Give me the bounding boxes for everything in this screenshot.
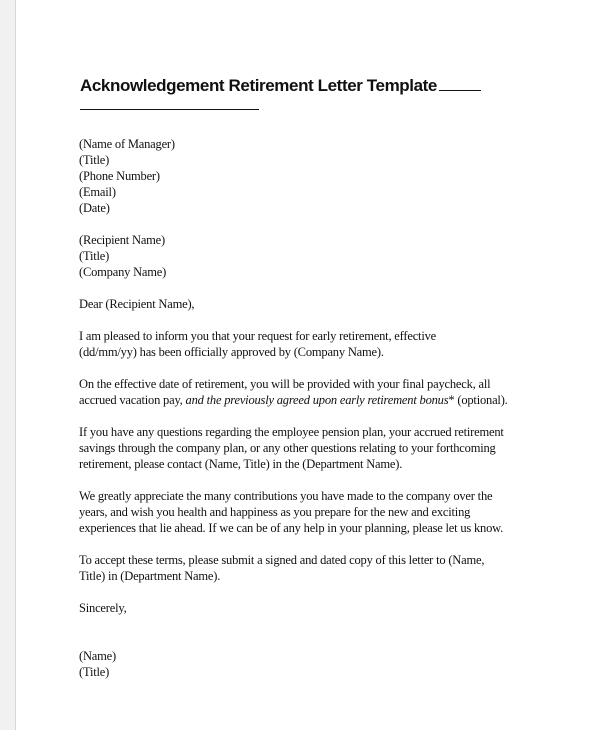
- italic-bonus-text: and the previously agreed upon early retirement bonus: [185, 393, 449, 407]
- recipient-company: (Company Name): [79, 265, 167, 279]
- paragraph-text: * (optional).: [448, 393, 508, 407]
- document-page: [15, 0, 600, 730]
- sender-title: (Title): [79, 153, 110, 167]
- sender-date: (Date): [79, 201, 110, 215]
- paragraph-line: Title) in (Department Name).: [79, 569, 221, 583]
- paragraph-final-pay: [79, 376, 529, 408]
- paragraph-line: We greatly appreciate the many contributions you have made to the company over the: [79, 489, 493, 503]
- closing: Sincerely,: [79, 601, 127, 615]
- signature-title: (Title): [79, 665, 110, 679]
- paragraph-line: To accept these terms, please submit a signed and dated copy of this letter to (Name,: [79, 553, 485, 567]
- paragraph-line: [79, 392, 529, 408]
- sender-phone: (Phone Number): [79, 169, 160, 183]
- paragraph-line: On the effective date of retirement, you will be provided with your final paycheck, all: [79, 377, 491, 391]
- paragraph-text: accrued vacation pay,: [79, 393, 186, 407]
- title-underline: [80, 109, 259, 110]
- recipient-block: [79, 232, 529, 280]
- recipient-title: (Title): [79, 249, 110, 263]
- recipient-name: (Recipient Name): [79, 233, 165, 247]
- paragraph-line: (dd/mm/yy) has been officially approved by (Company Name).: [79, 345, 384, 359]
- letter-body: [79, 136, 529, 680]
- paragraph-questions: [79, 424, 529, 472]
- title-trailing-rule: [439, 89, 481, 91]
- sender-email: (Email): [79, 185, 116, 199]
- paragraph-line: retirement, please contact (Name, Title) in the (Department Name).: [79, 457, 403, 471]
- title-block: [80, 76, 481, 96]
- sender-name: (Name of Manager): [79, 137, 175, 151]
- document-title: Acknowledgement Retirement Letter Template: [80, 76, 437, 95]
- paragraph-line: If you have any questions regarding the employee pension plan, your accrued retirement: [79, 425, 504, 439]
- paragraph-approval: [79, 328, 529, 360]
- paragraph-accept: [79, 552, 529, 584]
- paragraph-line: I am pleased to inform you that your request for early retirement, effective: [79, 329, 436, 343]
- paragraph-line: experiences that lie ahead. If we can be of any help in your planning, please let us know.: [79, 521, 504, 535]
- signature-name: (Name): [79, 649, 116, 663]
- sender-block: [79, 136, 529, 216]
- paragraph-line: savings through the company plan, or any other questions relating to your forthcoming: [79, 441, 496, 455]
- paragraph-appreciation: [79, 488, 529, 536]
- greeting: Dear (Recipient Name),: [79, 297, 195, 311]
- signature-block: [79, 648, 529, 680]
- paragraph-line: years, and wish you health and happiness as you prepare for the new and exciting: [79, 505, 471, 519]
